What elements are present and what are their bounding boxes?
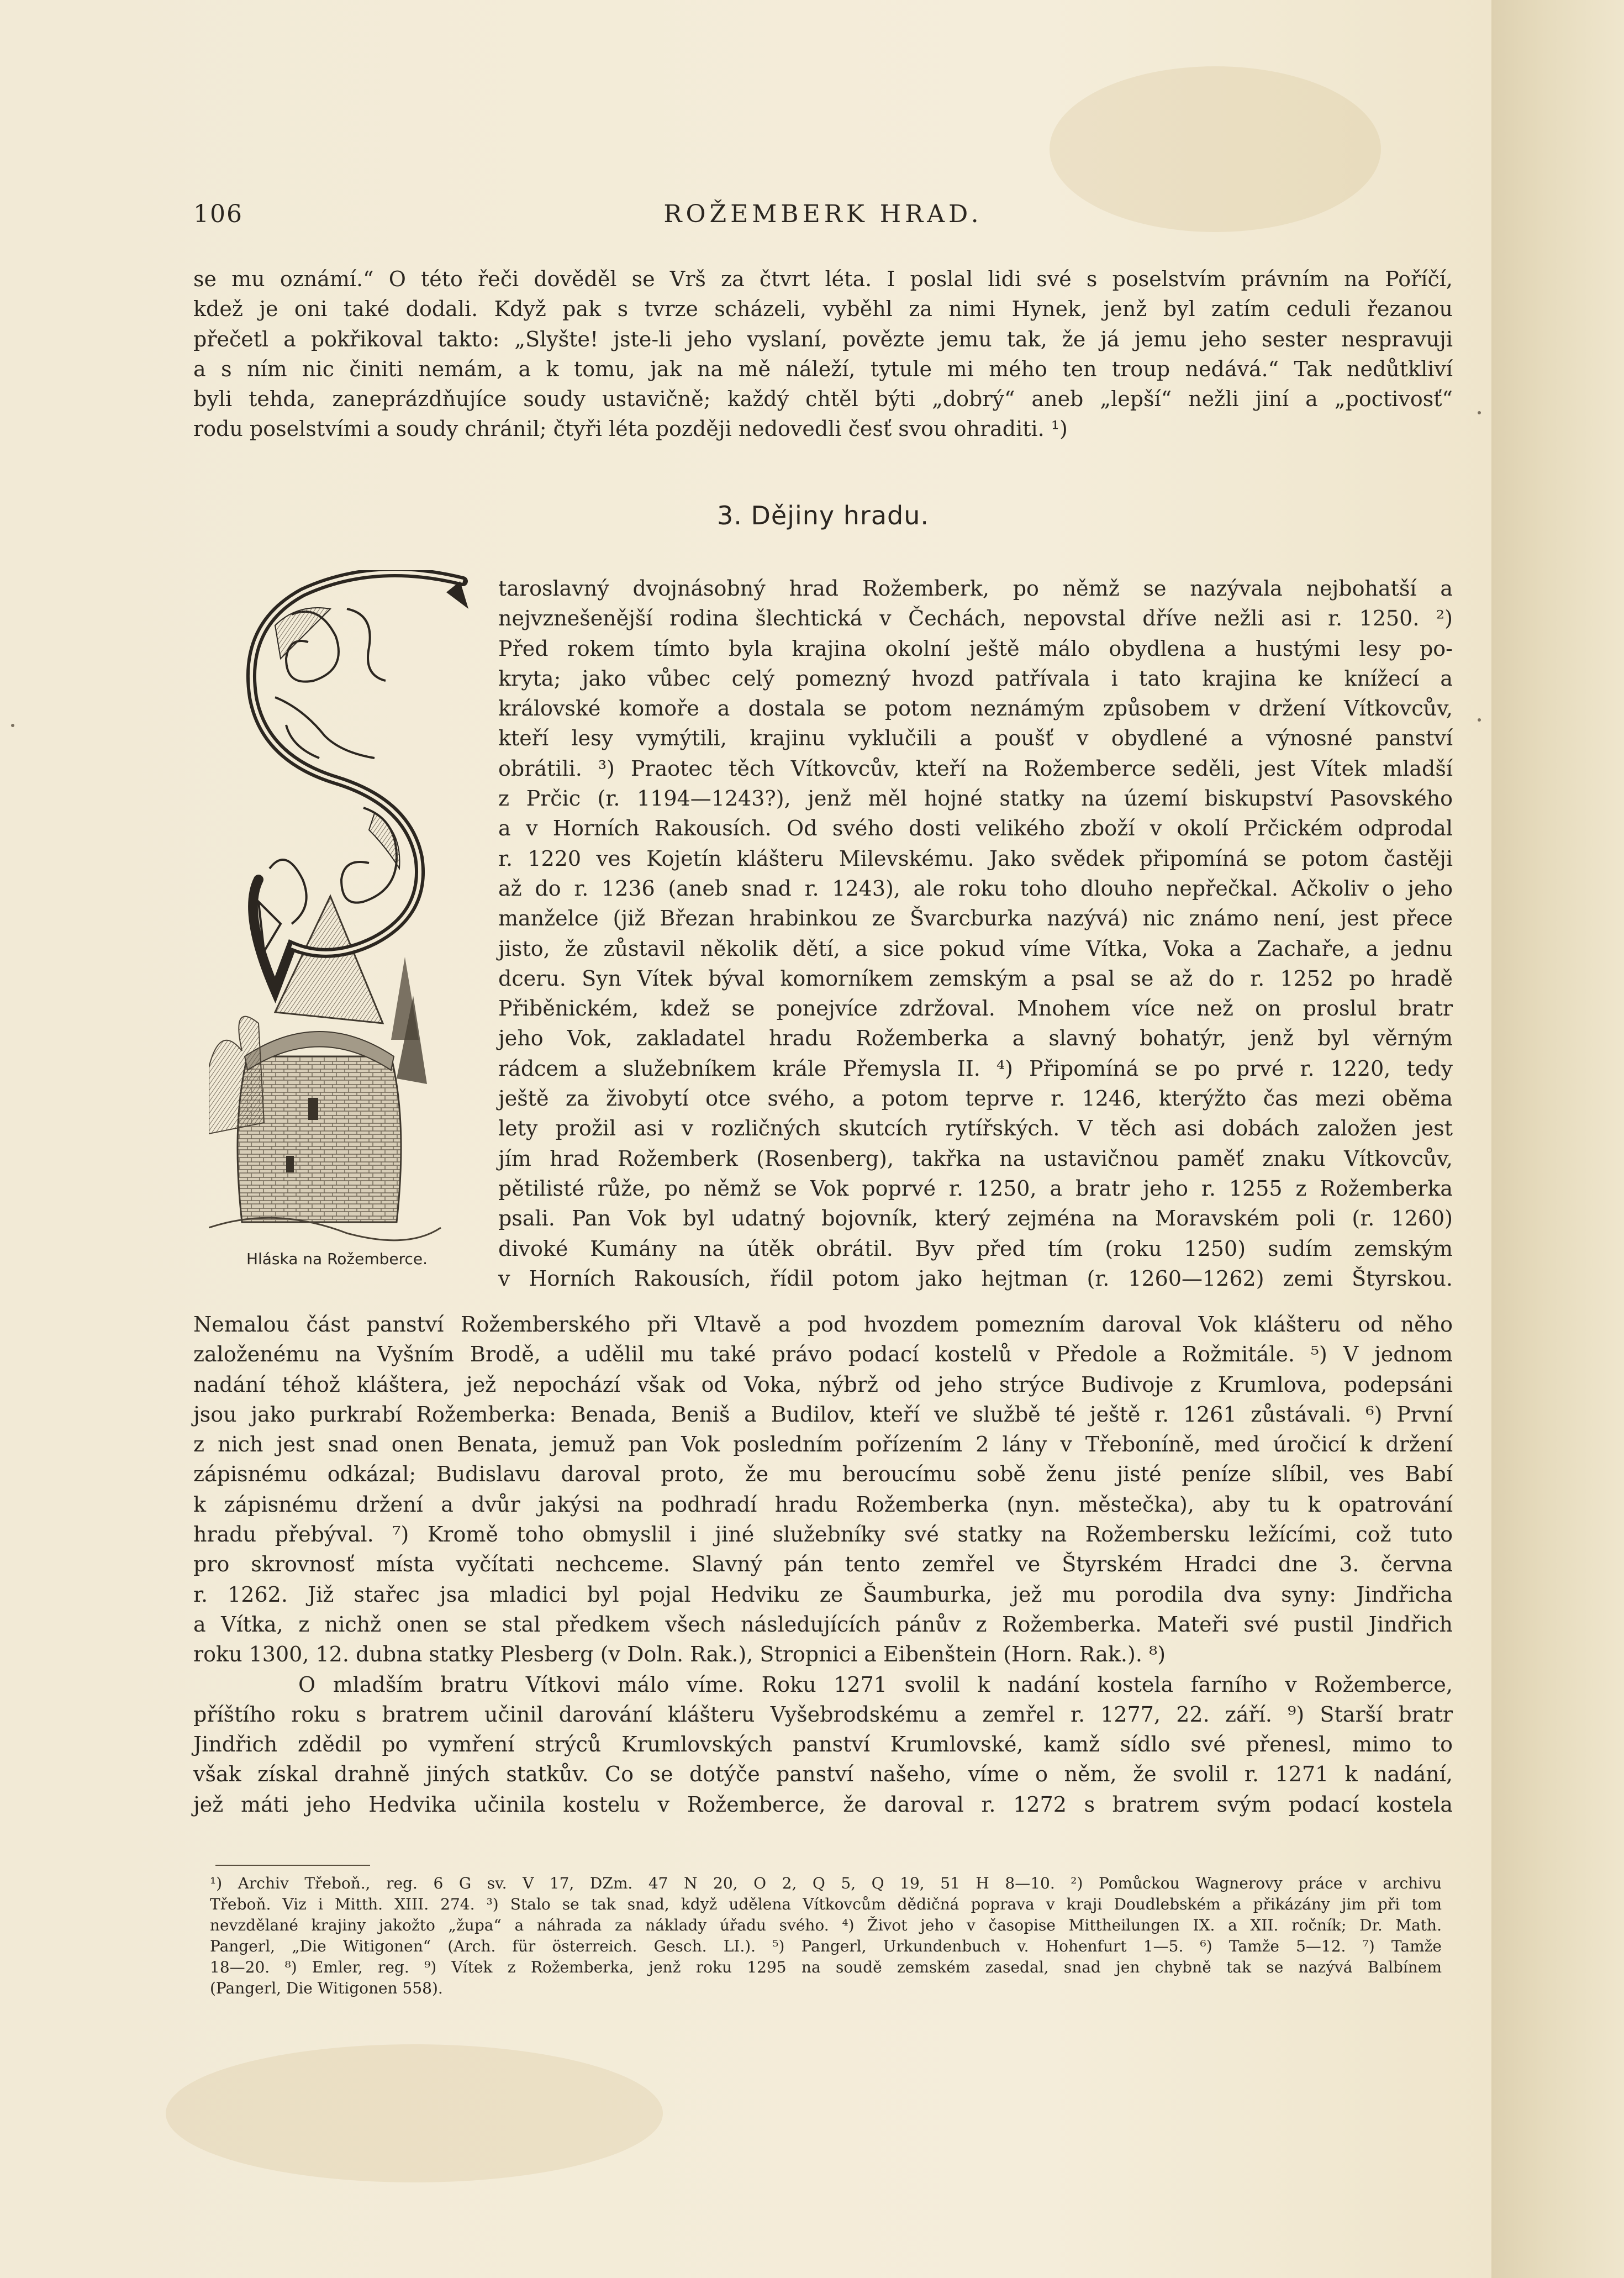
footnote-line: (Pangerl, Die Witigonen 558). [210, 1979, 443, 1997]
text-line: z nich jest snad onen Benata, jemuž pan Vok posledním pořízením 2 lány v Třeboníně, med úročicí k držení [193, 1432, 1453, 1457]
continued-paragraph [193, 1309, 1453, 1819]
text-line: zápisnému odkázal; Budislavu daroval proto, že mu beroucímu sobě ženu jisté peníze slíbil, ves Babí [193, 1462, 1453, 1487]
text-line: pětilisté růže, po němž se Vok poprvé r. 1250, a bratr jeho r. 1255 z Rožemberka [498, 1176, 1453, 1201]
drop-cap-s-tower-drawing [209, 570, 485, 1247]
text-line: kryta; jako vůbec celý pomezný hvozd patřívala i tato krajina ke knížecí a [498, 666, 1453, 691]
text-line: se mu oznámí.“ O této řeči dověděl se Vrš za čtvrt léta. I poslal lidi své s poselstvím právním na Poříčí, [193, 267, 1453, 291]
text-line: královské komoře a dostala se potom neznámým způsobem v držení Vítkovcův, [498, 696, 1453, 721]
footnotes [210, 1873, 1442, 1999]
text-line: r. 1220 ves Kojetín klášteru Milevskému. Jako svědek připomíná se potom častěji [498, 846, 1453, 871]
text-line: a v Horních Rakousích. Od svého dosti velikého zboží v okolí Prčickém odprodal [498, 816, 1453, 841]
text-line: jeho Vok, zakladatel hradu Rožemberka a slavný bohatýr, jenž byl věrným [498, 1026, 1453, 1051]
text-line: ještě za živobytí otce svého, a potom teprve r. 1246, kterýžto čas mezi oběma [498, 1086, 1453, 1111]
text-line: O mladším bratru Vítkovi málo víme. Roku 1271 svolil k nadání kostela farního v Rožemberce, [298, 1672, 1453, 1697]
text-line: k zápisnému držení a dvůr jakýsi na podhradí hradu Rožemberka (nyn. městečka), aby tu k opatrování [193, 1492, 1453, 1517]
text-line: jisto, že zůstavil několik dětí, a sice pokud víme Vítka, Voka a Zachaře, a jednu [498, 936, 1453, 961]
text-line: byli tehda, zaneprázdňujíce soudy ustavičně; každý chtěl býti „dobrý“ aneb „lepší“ nežli jiní a „poctivosť“ [193, 387, 1453, 412]
text-line: kdež je oni také dodali. Když pak s tvrze scházeli, vyběhl za nimi Hynek, jenž byl zatím ceduli řezanou [193, 297, 1453, 322]
margin-mark [1478, 718, 1481, 722]
text-line: pro skrovnosť místa vyčítati nechceme. Slavný pán tento zemřel ve Štyrském Hradci dne 3. června [193, 1552, 1453, 1577]
footnote-line: Pangerl, „Die Witigonen“ (Arch. für österreich. Gesch. LI.). ⁵) Pangerl, Urkundenbuch v. Hohenfurt 1—5. ⁶) Tamže 5—12. ⁷) Tamže [210, 1937, 1442, 1955]
text-line: a s ním nic činiti nemám, a k tomu, jak na mě náleží, tytule mi mého ten troup nedává.“ Tak nedůtkliví [193, 356, 1453, 381]
text-line: přečetl a pokřikoval takto: „Slyšte! jste-li jeho vyslaní, povězte jemu tak, že já jemu jeho sester nespravuji [193, 327, 1453, 351]
text-line: obrátili. ³) Praotec těch Vítkovcův, kteří na Rožemberce seděli, jest Vítek mladší [498, 756, 1453, 781]
illustration-caption: Hláska na Rožemberce. [246, 1250, 428, 1268]
text-line: až do r. 1236 (aneb snad r. 1243), ale roku toho dlouho nepřečkal. Ačkoliv o jeho [498, 876, 1453, 901]
text-line: Jindřich zdědil po vymření strýců Krumlovských panství Krumlovské, kamž sídlo své přenesl, mimo to [193, 1732, 1453, 1757]
text-line: v Horních Rakousích, řídil potom jako hejtman (r. 1260—1262) zemi Štyrskou. [498, 1266, 1453, 1291]
text-line: nadání téhož kláštera, jež nepochází však od Voka, nýbrž od jeho strýce Budivoje z Krumlova, podepsáni [193, 1372, 1453, 1397]
text-line: jež máti jeho Hedvika učinila kostelu v Rožemberce, že daroval r. 1272 s bratrem svým podací kostela [193, 1792, 1453, 1817]
text-line: Přiběnickém, kdež se ponejvíce zdržoval. Mnohem více než on proslul bratr [498, 996, 1453, 1021]
section-heading: 3. Dějiny hradu. [716, 501, 930, 530]
footnote-line: Třeboň. Viz i Mitth. XIII. 274. ³) Stalo se tak snad, když udělena Vítkovcům dědičná poprava v kraji Doudlebském a přikázány jim při tom [210, 1895, 1442, 1913]
text-line: rádcem a služebníkem krále Přemysla II. ⁴) Připomíná se po prvé r. 1220, tedy [498, 1056, 1453, 1081]
text-line: divoké Kumány na útěk obrátil. Byv před tím (roku 1250) sudím zemským [498, 1236, 1453, 1261]
page-edge [1491, 0, 1624, 2278]
footnote-line: nevzdělané krajiny jakožto „župa“ a náhrada za náklady úřadu svého. ⁴) Život jeho v časopise Mittheilungen IX. a XII. ročník; Dr. Math. [210, 1916, 1442, 1934]
running-head: ROŽEMBERK HRAD. [663, 200, 983, 228]
footnote-line: 18—20. ⁸) Emler, reg. ⁹) Vítek z Rožemberka, jenž roku 1295 na soudě zemském zasedal, snad jen chybně tak se nazývá Balbínem [210, 1958, 1442, 1976]
text-line: založenému na Vyšním Brodě, a udělil mu také právo podací kostelů v Předole a Rožmitále. ⁵) V jednom [193, 1342, 1453, 1367]
margin-mark [1478, 411, 1481, 414]
text-line: taroslavný dvojnásobný hrad Rožemberk, po němž se nazývala nejbohatší a [498, 576, 1453, 601]
wrapped-paragraph [498, 574, 1453, 1293]
text-line: jím hrad Rožemberk (Rosenberg), takřka na ustavičnou paměť znaku Vítkovcův, [498, 1146, 1453, 1171]
intro-paragraph [193, 264, 1453, 474]
text-line: příštího roku s bratrem učinil darování klášteru Vyšebrodskému a zemřel r. 1277, 22. září. ⁹) Starší bratr [193, 1702, 1453, 1727]
text-line: rodu poselstvími a soudy chránil; čtyři léta později nedovedli česť svou ohraditi. ¹) [193, 417, 1068, 441]
text-line: jsou jako purkrabí Rožemberka: Benada, Beniš a Budilov, kteří ve službě té ještě r. 1261 zůstávali. ⁶) První [193, 1402, 1453, 1427]
text-line: a Vítka, z nichž onen se stal předkem všech následujících pánův z Rožemberka. Mateři své pustil Jindřich [193, 1612, 1453, 1637]
footnote-rule [215, 1865, 370, 1866]
footnote-line: ¹) Archiv Třeboň., reg. 6 G sv. V 17, DZm. 47 N 20, O 2, Q 5, Q 19, 51 H 8—10. ²) Pomůckou Wagnerovy práce v archivu [210, 1874, 1442, 1892]
text-line: z Prčic (r. 1194—1243?), jenž měl hojné statky na území biskupství Pasovského [498, 786, 1453, 811]
text-line: psali. Pan Vok byl udatný bojovník, který zejména na Moravském poli (r. 1260) [498, 1206, 1453, 1231]
text-line: hradu přebýval. ⁷) Kromě toho obmyslil i jiné služebníky své statky na Rožembersku ležícími, což tuto [193, 1522, 1453, 1547]
text-line: dceru. Syn Vítek býval komorníkem zemským a psal se až do r. 1252 po hradě [498, 966, 1453, 991]
initial-s-illustration [209, 570, 485, 1247]
text-line: Nemalou část panství Rožemberského při Vltavě a pod hvozdem pomezním daroval Vok klášteru od něho [193, 1312, 1453, 1337]
text-line: r. 1262. Již stařec jsa mladici byl pojal Hedviku ze Šaumburka, jež mu porodila dva syny: Jindřicha [193, 1582, 1453, 1607]
text-line: Před rokem tímto byla krajina okolní ještě málo obydlena a hustými lesy po- [498, 636, 1453, 661]
page-number: 106 [193, 200, 243, 228]
text-line: však získal drahně jiných statkův. Co se dotýče panství našeho, víme o něm, že svolil r. 1271 k nadání, [193, 1762, 1453, 1787]
page-header [193, 200, 1453, 239]
text-line: manželce (již Březan hrabinkou ze Švarcburka nazývá) nic známo není, jest přece [498, 906, 1453, 931]
paper-stain [166, 2044, 663, 2182]
text-line: nejvznešenější rodina šlechtická v Čechách, nepovstal dříve nežli asi r. 1250. ²) [498, 606, 1453, 631]
text-line: lety prožil asi v rozličných skutcích rytířských. V těch asi dobách založen jest [498, 1116, 1453, 1141]
text-line: roku 1300, 12. dubna statky Plesberg (v Doln. Rak.), Stropnici a Eibenštein (Horn. Rak.). ⁸) [193, 1642, 1166, 1667]
text-line: kteří lesy vymýtili, krajinu vyklučili a poušť v obydlené a výnosné panství [498, 726, 1453, 751]
margin-mark [11, 724, 14, 727]
